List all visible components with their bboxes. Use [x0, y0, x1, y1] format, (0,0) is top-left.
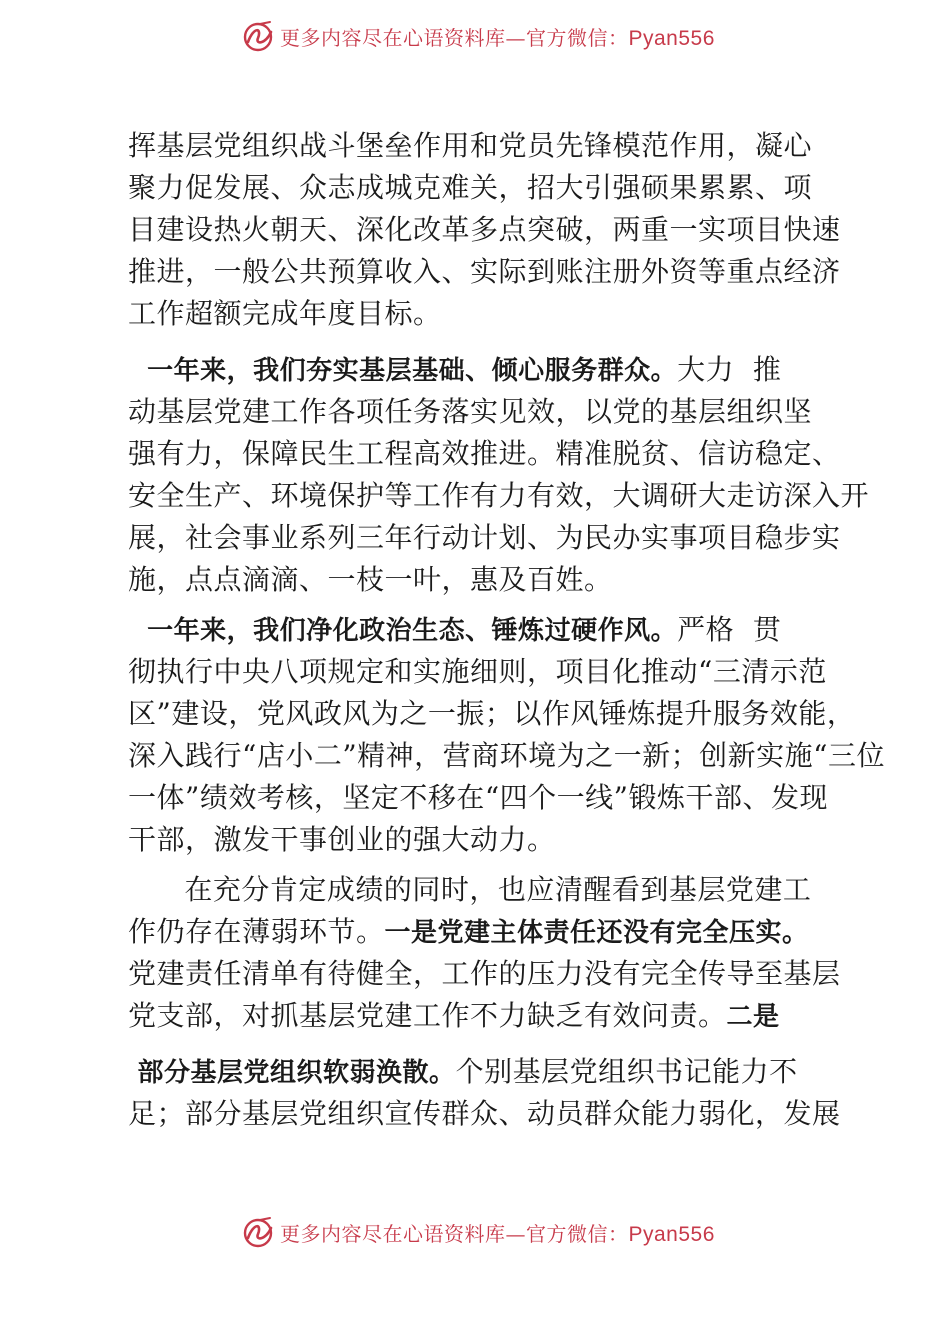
text-line	[128, 517, 848, 559]
text-run: 聚力促发展、众志成城克难关，招大引强硕果累累、项	[128, 171, 813, 204]
text-line	[128, 433, 848, 475]
bold-text-run: 一年来，我们夯实基层基础、倾心服务群众。	[128, 356, 678, 386]
text-line	[128, 391, 848, 433]
text-run: 动基层党建工作各项任务落实见效，以党的基层组织坚	[128, 395, 813, 428]
bold-text-run: 一是党建主体责任还没有完全压实。	[384, 918, 809, 948]
text-run: 党支部，对抓基层党建工作不力缺乏有效问责。	[128, 999, 727, 1032]
text-line	[128, 735, 885, 777]
text-line	[128, 475, 870, 517]
text-run: 强有力，保障民生工程高效推进。精准脱贫、信访稳定、	[128, 437, 841, 470]
text-run: 作仍存在薄弱环节。	[128, 915, 385, 948]
text-run: 彻执行中央八项规定和实施细则，项目化推动“三清示范	[128, 655, 827, 688]
text-line	[128, 869, 848, 911]
text-run: 推进，一般公共预算收入、实际到账注册外资等重点经济	[128, 255, 841, 288]
text-run: 展，社会事业系列三年行动计划、为民办实事项目稳步实	[128, 521, 841, 554]
text-run: 大力 推	[677, 353, 782, 386]
text-run: 施，点点滴滴、一枝一叶，惠及百姓。	[128, 563, 613, 596]
text-run: 一体”绩效考核，坚定不移在“四个一线”锻炼干部、发现	[128, 781, 828, 814]
text-run: 党建责任清单有待健全，工作的压力没有完全传导至基层	[128, 957, 841, 990]
signature-seal-logo-icon	[240, 1214, 276, 1250]
watermark-text: 更多内容尽在心语资料库—官方微信：Pyan556	[280, 1221, 715, 1246]
text-run: 工作超额完成年度目标。	[128, 297, 442, 330]
bold-text-run: 一年来，我们净化政治生态、锤炼过硬作风。	[128, 616, 678, 646]
text-run: 目建设热火朝天、深化改革多点突破，两重一实项目快速	[128, 213, 841, 246]
header-watermark	[240, 16, 715, 56]
paragraph	[128, 349, 870, 601]
text-run: 严格 贯	[677, 613, 782, 646]
signature-seal-logo-icon	[240, 18, 276, 54]
text-line	[128, 167, 848, 209]
text-run: 干部，激发干事创业的强大动力。	[128, 823, 556, 856]
text-line	[128, 349, 848, 391]
text-line	[128, 559, 848, 601]
text-run: 个别基层党组织书记能力不	[455, 1055, 798, 1088]
bold-text-run: 部分基层党组织软弱涣散。	[128, 1058, 456, 1088]
text-line	[128, 651, 848, 693]
footer-watermark	[240, 1212, 715, 1252]
text-line	[128, 777, 848, 819]
text-run: 足；部分基层党组织宣传群众、动员群众能力弱化，发展	[128, 1097, 841, 1130]
text-line	[128, 995, 848, 1037]
paragraph	[128, 609, 885, 861]
text-line	[128, 1051, 848, 1093]
text-run: 深入践行“店小二”精神，营商环境为之一新；创新实施“三位	[128, 739, 885, 772]
paragraph	[128, 869, 848, 1037]
watermark-text: 更多内容尽在心语资料库—官方微信：Pyan556	[280, 25, 715, 50]
paragraph	[128, 1051, 848, 1135]
text-line	[128, 125, 848, 167]
text-line	[128, 911, 848, 953]
text-line	[128, 953, 848, 995]
paragraph	[128, 125, 848, 335]
text-line	[128, 251, 848, 293]
text-line	[128, 819, 848, 861]
text-line	[128, 693, 856, 735]
text-line	[128, 293, 848, 335]
text-line	[128, 1093, 848, 1135]
text-run: 安全生产、环境保护等工作有力有效，大调研大走访深入开	[128, 479, 870, 512]
bold-text-run: 二是	[726, 1002, 780, 1032]
text-line	[128, 209, 848, 251]
text-run: 在充分肯定成绩的同时，也应清醒看到基层党建工	[128, 873, 812, 906]
text-run: 区”建设，党风政风为之一振；以作风锤炼提升服务效能，	[128, 697, 856, 730]
document-body	[128, 125, 885, 1135]
text-run: 挥基层党组织战斗堡垒作用和党员先锋模范作用，凝心	[128, 129, 813, 162]
text-line	[128, 609, 848, 651]
